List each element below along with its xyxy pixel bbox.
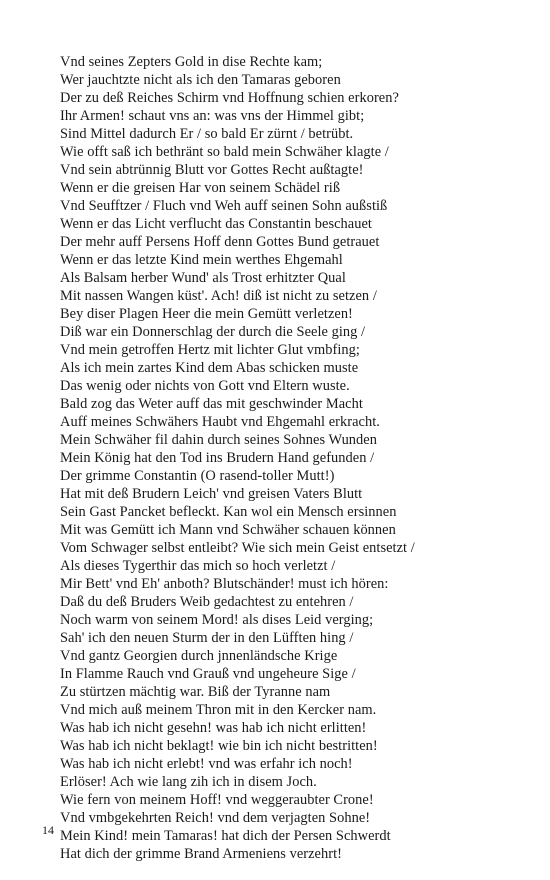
verse-line: Wie offt saß ich bethränt so bald mein Schwäher klagte / bbox=[60, 144, 389, 160]
verse-line: Mein Kind! mein Tamaras! hat dich der Persen Schwerdt bbox=[60, 828, 391, 844]
verse-line: Erlöser! Ach wie lang zih ich in disem Joch. bbox=[60, 774, 317, 790]
verse-line: Was hab ich nicht beklagt! wie bin ich nicht bestritten! bbox=[60, 738, 378, 754]
verse-line: Ihr Armen! schaut vns an: was vns der Himmel gibt; bbox=[60, 108, 365, 124]
verse-line: Wenn er das Licht verflucht das Constantin beschauet bbox=[60, 216, 372, 232]
verse-line: Mit nassen Wangen küst'. Ach! diß ist nicht zu setzen / bbox=[60, 288, 377, 304]
verse-line: Mir Bett' vnd Eh' anboth? Blutschänder! must ich hören: bbox=[60, 576, 389, 592]
verse-line: Vnd sein abtrünnig Blutt vor Gottes Recht außtagte! bbox=[60, 162, 364, 178]
verse-line: Zu stürtzen mächtig war. Biß der Tyranne nam bbox=[60, 684, 331, 700]
verse-line: Hat dich der grimme Brand Armeniens verzehrt! bbox=[60, 846, 342, 862]
verse-line: Hat mit deß Brudern Leich' vnd greisen Vaters Blutt bbox=[60, 486, 363, 502]
verse-text-block bbox=[60, 53, 415, 863]
verse-line: Vnd Seufftzer / Fluch vnd Weh auff seinen Sohn außstiß bbox=[60, 198, 388, 214]
verse-line: Daß du deß Bruders Weib gedachtest zu entehren / bbox=[60, 594, 354, 610]
verse-line: In Flamme Rauch vnd Grauß vnd ungeheure Sige / bbox=[60, 666, 356, 682]
verse-line: Noch warm von seinem Mord! als dises Leid verging; bbox=[60, 612, 374, 628]
verse-line: Wie fern von meinem Hoff! vnd weggeraubter Crone! bbox=[60, 792, 374, 808]
verse-line: Als ich mein zartes Kind dem Abas schicken muste bbox=[60, 360, 359, 376]
verse-line: Vnd gantz Georgien durch jnnenländsche Krige bbox=[60, 648, 338, 664]
verse-line: Der zu deß Reiches Schirm vnd Hoffnung schien erkoren? bbox=[60, 90, 399, 106]
verse-line: Auff meines Schwähers Haubt vnd Ehgemahl erkracht. bbox=[60, 414, 380, 430]
verse-line: Mein Schwäher fil dahin durch seines Sohnes Wunden bbox=[60, 432, 377, 448]
verse-line: Als dieses Tygerthir das mich so hoch verletzt / bbox=[60, 558, 336, 574]
verse-line: Vnd mein getroffen Hertz mit lichter Glut vmbfing; bbox=[60, 342, 360, 358]
verse-line: Vnd mich auß meinem Thron mit in den Kercker nam. bbox=[60, 702, 377, 718]
verse-line: Das wenig oder nichts von Gott vnd Eltern wuste. bbox=[60, 378, 350, 394]
verse-line: Bey diser Plagen Heer die mein Gemütt verletzen! bbox=[60, 306, 353, 322]
verse-line: Wenn er das letzte Kind mein werthes Ehgemahl bbox=[60, 252, 343, 268]
verse-line: Als Balsam herber Wund' als Trost erhitzter Qual bbox=[60, 270, 346, 286]
verse-line: Wer jauchtzte nicht als ich den Tamaras geboren bbox=[60, 72, 341, 88]
verse-line: Was hab ich nicht erlebt! vnd was erfahr ich noch! bbox=[60, 756, 353, 772]
verse-line: Mit was Gemütt ich Mann vnd Schwäher schauen können bbox=[60, 522, 396, 538]
verse-line: Der grimme Constantin (O rasend-toller Mutt!) bbox=[60, 468, 335, 484]
verse-line: Sind Mittel dadurch Er / so bald Er zürnt / betrübt. bbox=[60, 126, 354, 142]
verse-line: Der mehr auff Persens Hoff denn Gottes Bund getrauet bbox=[60, 234, 380, 250]
verse-line: Mein König hat den Tod ins Brudern Hand gefunden / bbox=[60, 450, 375, 466]
verse-line: Vnd seines Zepters Gold in dise Rechte kam; bbox=[60, 54, 323, 70]
verse-line: Vnd vmbgekehrten Reich! vnd dem verjagten Sohne! bbox=[60, 810, 371, 826]
verse-line: Sah' ich den neuen Sturm der in den Lüfften hing / bbox=[60, 630, 354, 646]
verse-line: Vom Schwager selbst entleibt? Wie sich mein Geist entsetzt / bbox=[60, 540, 415, 556]
page-number: 14 bbox=[42, 823, 54, 837]
verse-line: Diß war ein Donnerschlag der durch die Seele ging / bbox=[60, 324, 366, 340]
verse-line: Was hab ich nicht gesehn! was hab ich nicht erlitten! bbox=[60, 720, 367, 736]
verse-line: Wenn er die greisen Har von seinem Schädel riß bbox=[60, 180, 341, 196]
verse-line: Bald zog das Weter auff das mit geschwinder Macht bbox=[60, 396, 363, 412]
verse-line: Sein Gast Pancket befleckt. Kan wol ein Mensch ersinnen bbox=[60, 504, 397, 520]
